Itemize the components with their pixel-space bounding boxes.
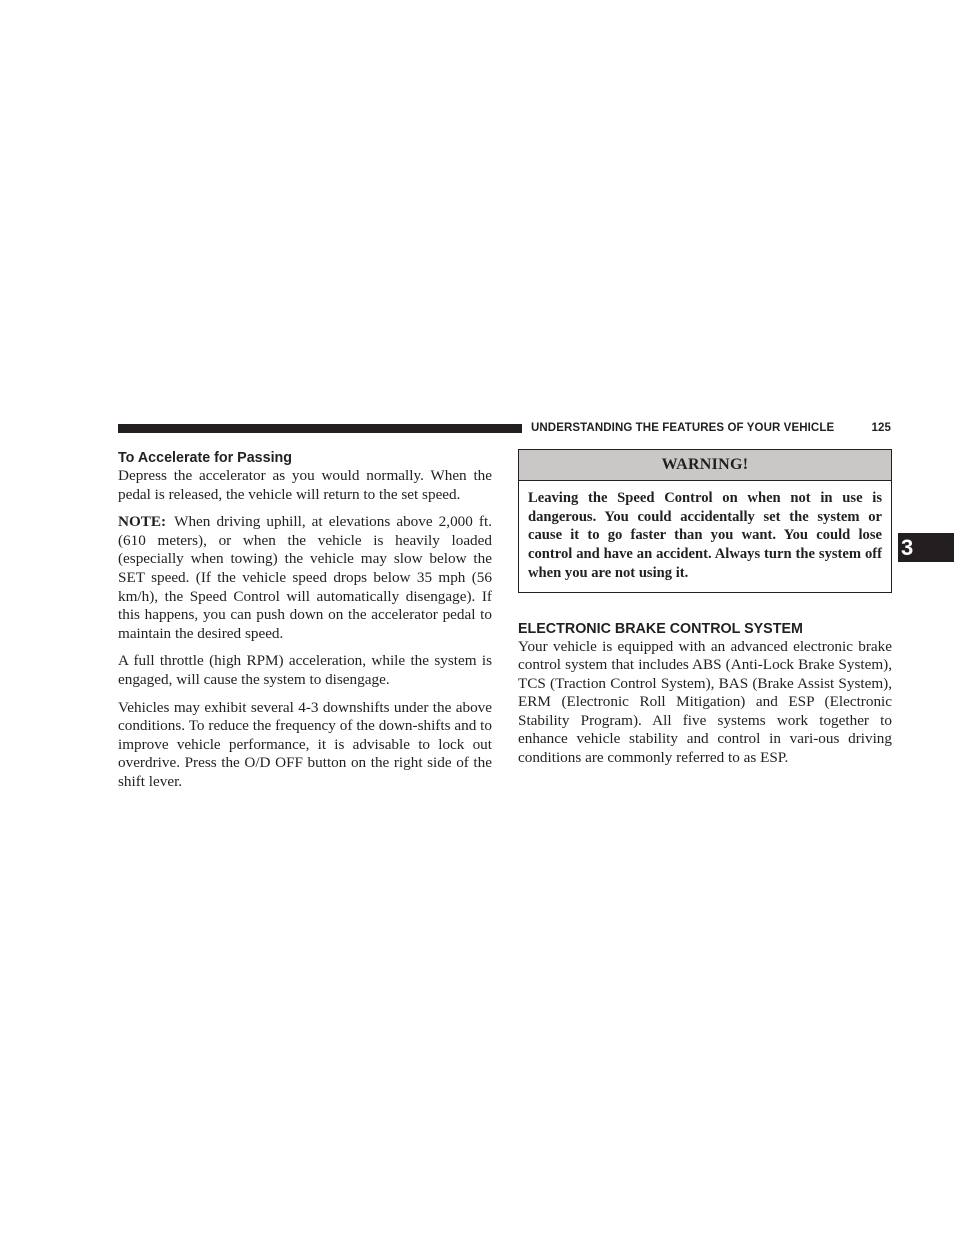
ebc-paragraph: Your vehicle is equipped with an advanced electronic brake control system that includes ABS (Anti-Lock Brake System), TCS (Traction Control System), BAS (Brake Assist System), ERM (Electronic Roll Mitigation) and ESP (Electronic Stability Program). All five systems work together to enhance vehicle stability and control in vari-ous driving conditions are commonly referred to as ESP.	[518, 637, 892, 767]
warning-text: Leaving the Speed Control on when not in use is dangerous. You could accidentally set the system or cause it to go faster than you want. You could lose control and have an accident. Always turn the system off when you are not using it.	[528, 490, 882, 581]
left-column	[118, 449, 492, 801]
header-rule	[118, 424, 522, 433]
passing-heading: To Accelerate for Passing	[118, 450, 293, 466]
note-paragraph	[118, 513, 492, 643]
page-number: 125	[871, 422, 891, 434]
warning-box	[518, 449, 892, 593]
ebc-heading: ELECTRONIC BRAKE CONTROL SYSTEM	[518, 620, 803, 637]
running-title: UNDERSTANDING THE FEATURES OF YOUR VEHICLE	[531, 422, 835, 434]
note-label: NOTE:	[118, 513, 167, 531]
downshift-paragraph: Vehicles may exhibit several 4-3 downshifts under the above conditions. To reduce the frequency of the down-shifts and to improve vehicle performance, it is advisable to lock out overdrive. Press the O/D OFF button on the right side of the shift lever.	[118, 698, 492, 790]
chapter-tab: 3	[898, 533, 954, 562]
warning-title: WARNING!	[519, 450, 891, 481]
right-column	[518, 449, 892, 777]
running-header	[531, 420, 891, 436]
note-text: When driving uphill, at elevations above 2,000 ft. (610 meters), or when the vehicle is heavily loaded (especially when towing) the vehicle may slow below the SET speed. (If the vehicle speed drops below 35 mph (56 km/h), the Speed Control will automatically disengage). If this happens, you can push down on the accelerator pedal to maintain the desired speed.	[118, 513, 492, 642]
throttle-paragraph: A full throttle (high RPM) acceleration, while the system is engaged, will cause the system to disengage.	[118, 652, 492, 688]
passing-paragraph: Depress the accelerator as you would normally. When the pedal is released, the vehicle will return to the set speed.	[118, 467, 492, 503]
